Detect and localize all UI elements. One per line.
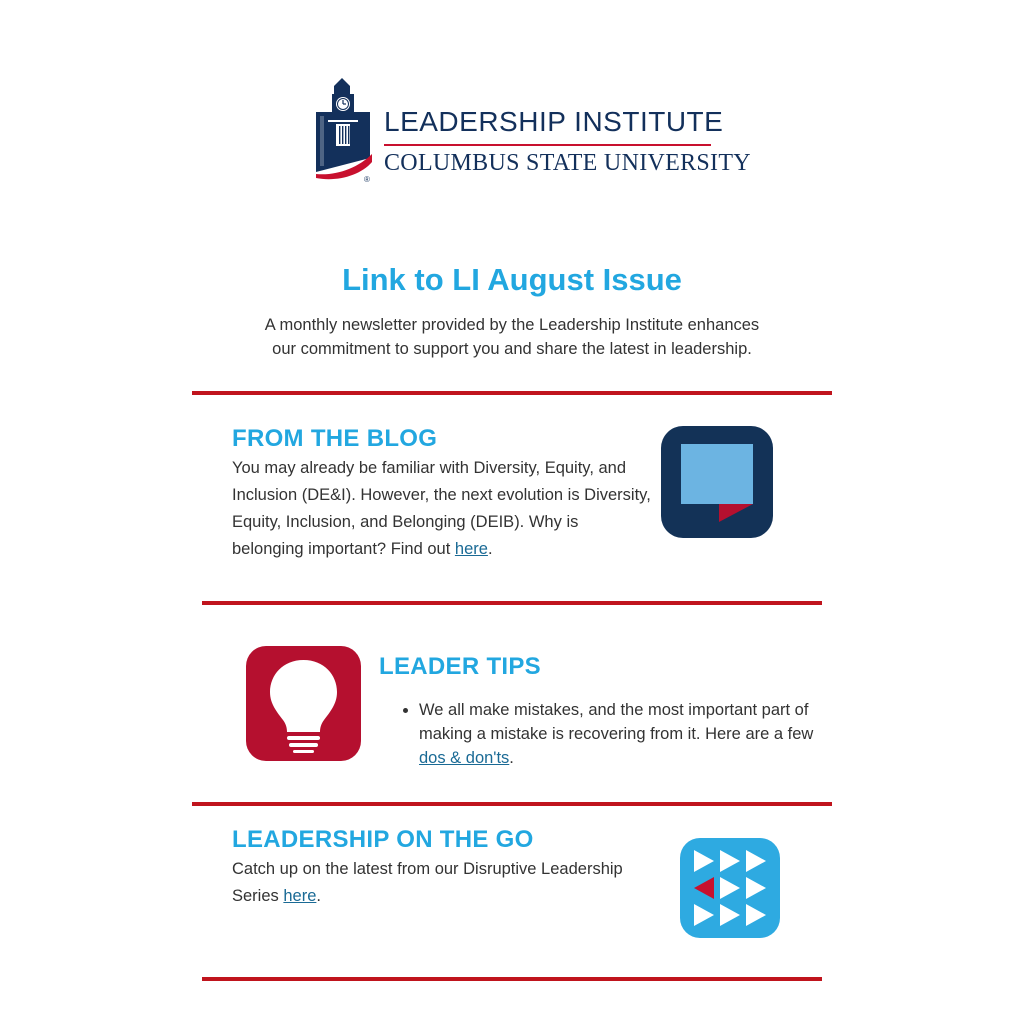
go-suffix: . (316, 887, 321, 905)
section-divider (192, 391, 832, 395)
tips-section-title: LEADER TIPS (379, 653, 541, 680)
tips-list (400, 698, 819, 770)
tips-suffix: . (509, 749, 514, 767)
go-text: Catch up on the latest from our Disruptive Leadership Series (232, 860, 623, 905)
logo-line-2: COLUMBUS STATE UNIVERSITY (384, 150, 751, 176)
blog-section-title: FROM THE BLOG (232, 425, 438, 452)
blog-here-link[interactable]: here (454, 540, 488, 558)
go-section-title: LEADERSHIP ON THE GO (232, 826, 534, 853)
lightbulb-icon (246, 646, 361, 761)
tips-text: We all make mistakes, and the most important part of making a mistake is recovering from it. Here are a few (419, 701, 814, 743)
section-divider (202, 601, 822, 605)
go-here-link[interactable]: here (283, 887, 317, 905)
chat-bubble-icon (661, 426, 773, 538)
logo-divider (384, 144, 711, 146)
logo-line-1: LEADERSHIP INSTITUTE (384, 106, 724, 137)
blog-paragraph (232, 455, 652, 563)
dos-donts-link[interactable]: dos & don'ts (419, 749, 510, 767)
newsletter-headline-link[interactable]: Link to LI August Issue (342, 262, 682, 297)
blog-suffix: . (487, 540, 493, 558)
list-item (419, 698, 819, 770)
go-paragraph (232, 856, 672, 910)
section-divider (192, 802, 832, 806)
registered-mark: ® (364, 175, 370, 184)
section-divider (202, 977, 822, 981)
blog-text: You may already be familiar with Diversity, Equity, and Inclusion (DE&I). However, the next evolution is Diversity, Equity, Inclusion, and Belonging (DEIB). Why is belonging important? Find out (232, 459, 651, 558)
intro-paragraph: A monthly newsletter provided by the Leadership Institute enhances our commitment to support you and share the latest in leadership. (264, 316, 760, 358)
play-arrows-icon (680, 838, 780, 938)
leadership-institute-logo (312, 76, 751, 184)
clock-tower-icon (312, 76, 382, 184)
